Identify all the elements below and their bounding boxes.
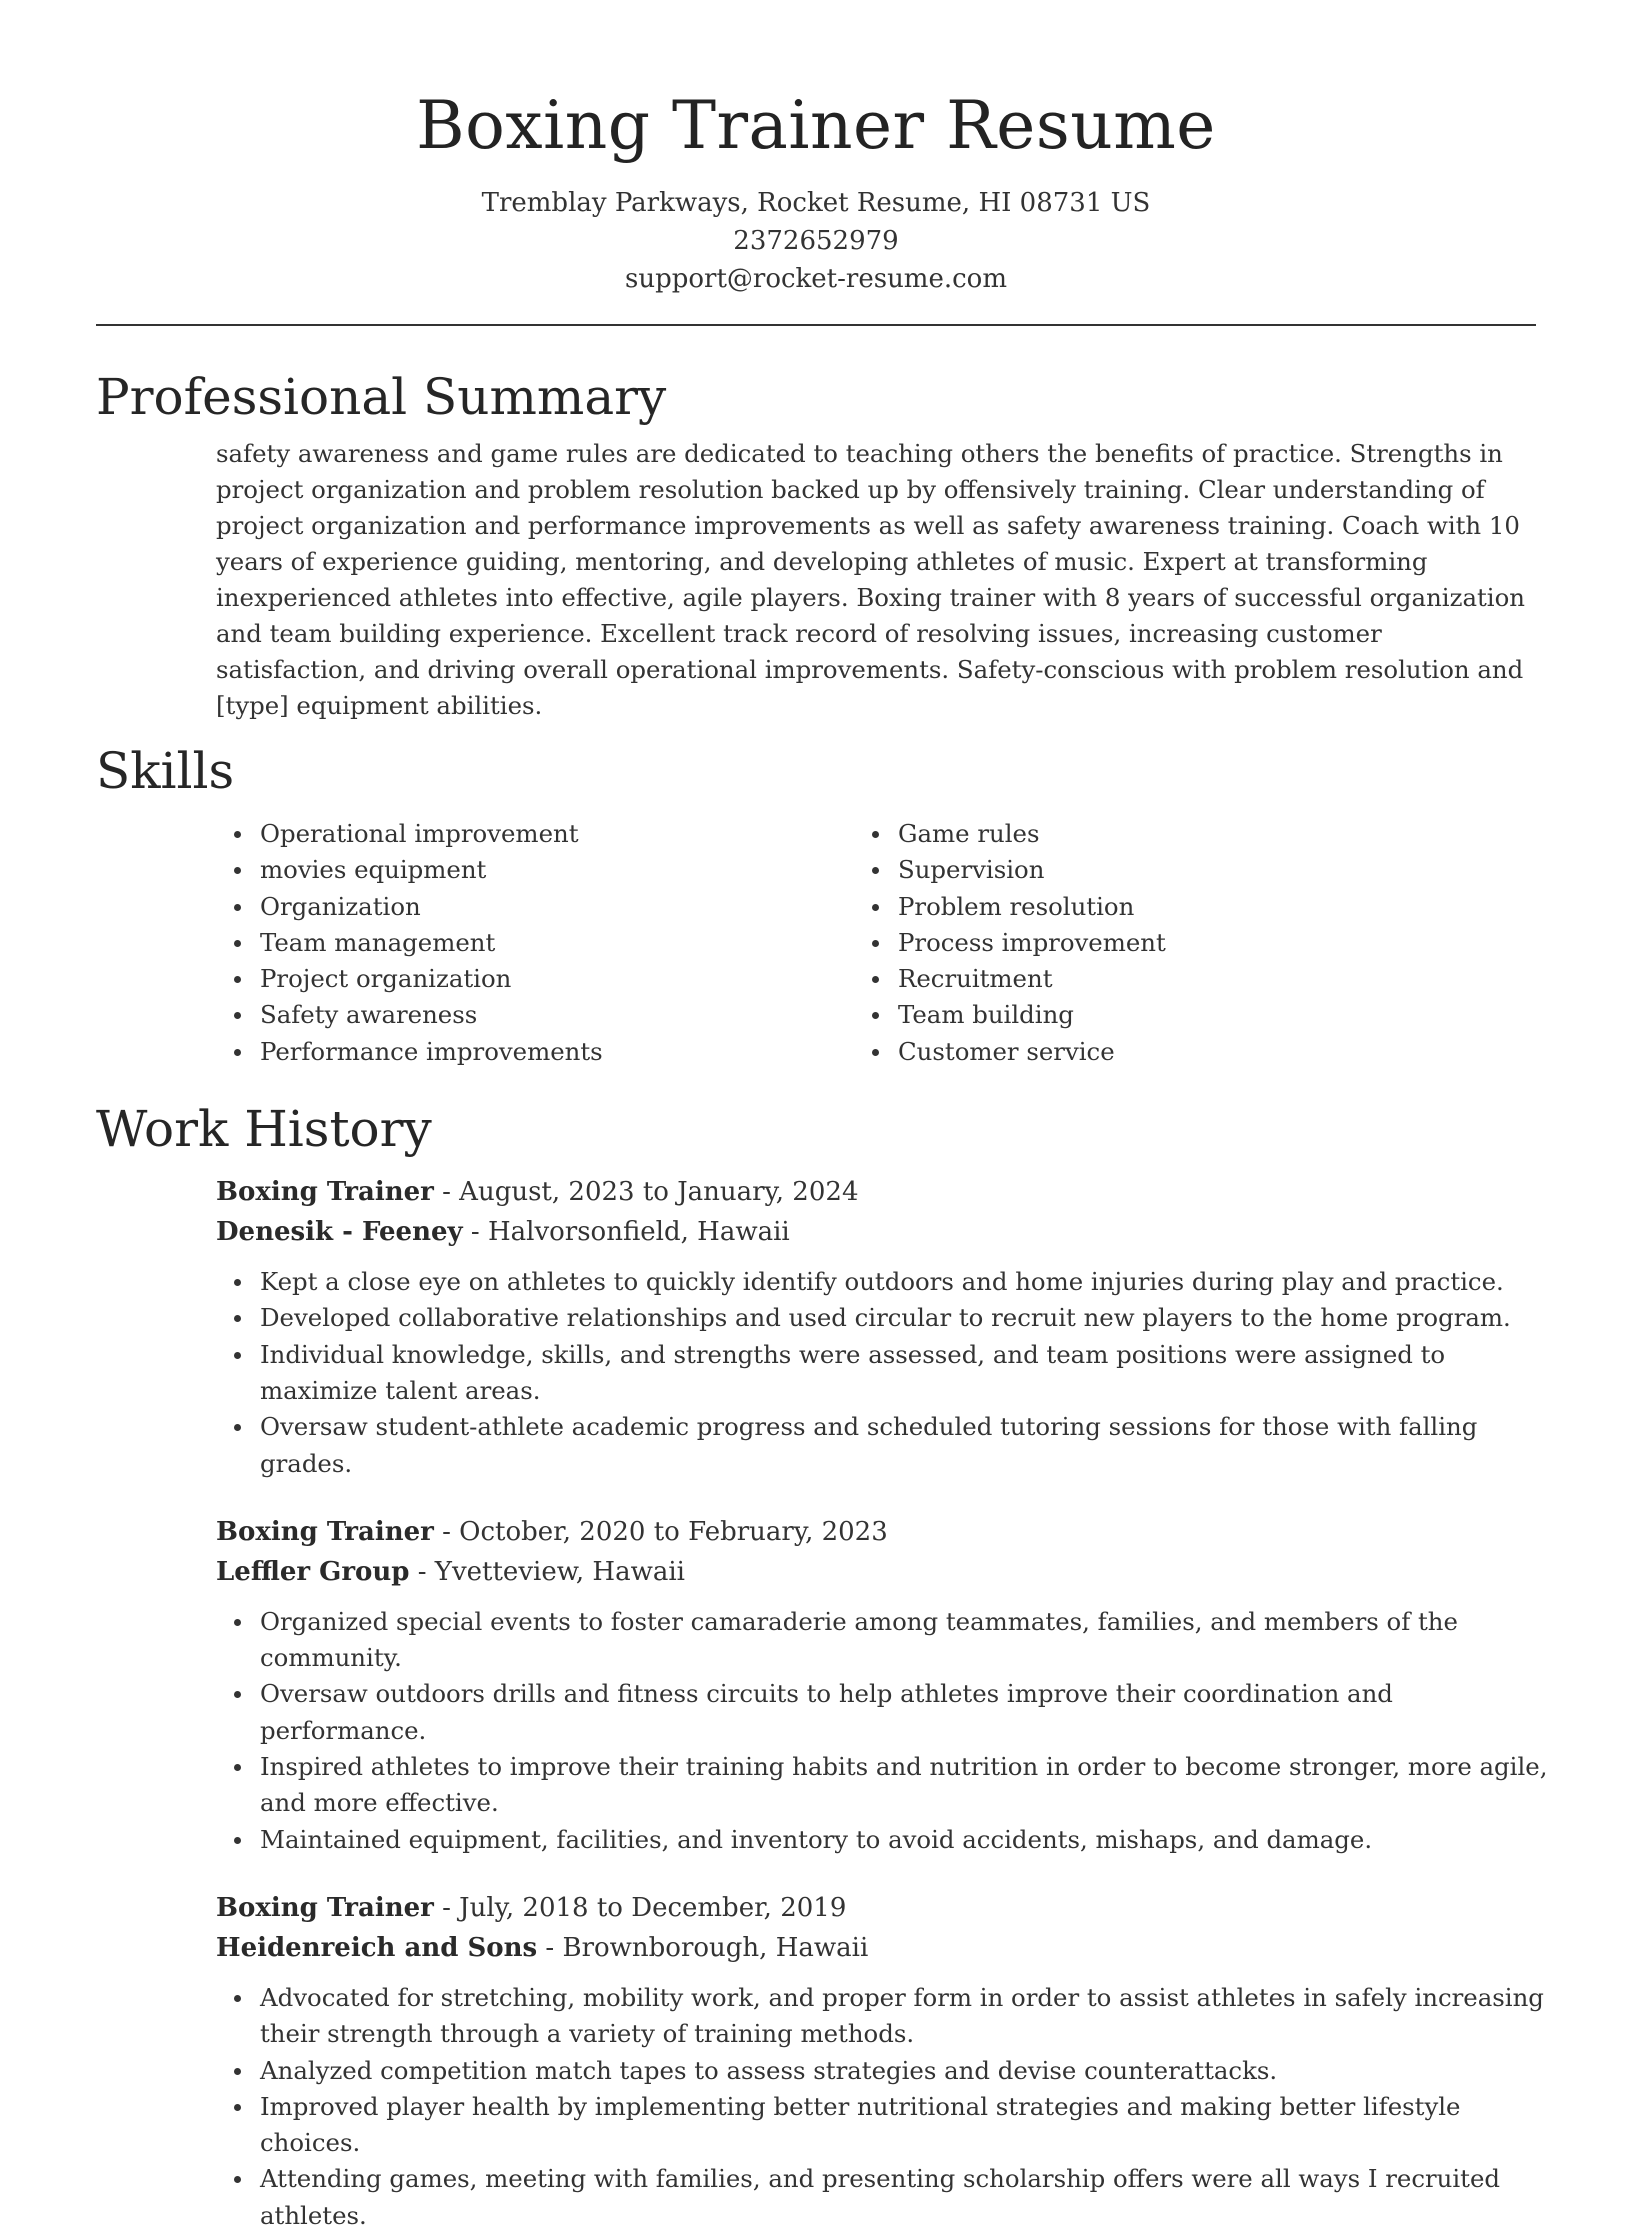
job-location: - Brownborough, Hawaii — [537, 1932, 869, 1963]
duty-item: Oversaw student-athlete academic progress and scheduled tutoring sessions for those with falling grades. — [260, 1409, 1550, 1482]
duty-item: Maintained equipment, facilities, and inventory to avoid accidents, mishaps, and damage. — [260, 1822, 1550, 1858]
skill-item: Team management — [260, 925, 898, 961]
job-company: Denesik - Feeney — [216, 1217, 463, 1248]
skill-item: Problem resolution — [898, 889, 1536, 925]
job-title-line — [216, 1512, 1536, 1552]
skill-item: Supervision — [898, 852, 1536, 888]
skill-item: Game rules — [898, 816, 1536, 852]
skills-section — [96, 738, 1536, 1070]
job-title-line — [216, 1888, 1536, 1928]
job-title-line — [216, 1172, 1536, 1212]
job-company: Leffler Group — [216, 1556, 410, 1587]
skills-column-left — [96, 816, 898, 1070]
job-company-line — [216, 1552, 1536, 1592]
job-role: Boxing Trainer — [216, 1177, 434, 1208]
skill-item: movies equipment — [260, 852, 898, 888]
section-title-skills: Skills — [96, 742, 235, 800]
section-title-summary: Professional Summary — [96, 368, 667, 426]
section-title-work-history: Work History — [96, 1100, 432, 1159]
duty-item: Organized special events to foster camaraderie among teammates, families, and members of the community. — [260, 1604, 1550, 1677]
resume-title: Boxing Trainer Resume — [416, 87, 1216, 164]
skill-item: Organization — [260, 889, 898, 925]
job-duties — [216, 1980, 1550, 2234]
duty-item: Inspired athletes to improve their training habits and nutrition in order to become stronger, more agile, and more effective. — [260, 1749, 1550, 1822]
job-dates: - July, 2018 to December, 2019 — [433, 1892, 847, 1923]
duty-item: Oversaw outdoors drills and fitness circuits to help athletes improve their coordination and performance. — [260, 1676, 1550, 1749]
duty-item: Individual knowledge, skills, and strengths were assessed, and team positions were assigned to maximize talent areas. — [260, 1337, 1550, 1410]
contact-info — [96, 184, 1536, 298]
skill-item: Process improvement — [898, 925, 1536, 961]
duty-item: Kept a close eye on athletes to quickly identify outdoors and home injuries during play and practice. — [260, 1264, 1550, 1300]
resume-page — [96, 0, 1548, 2234]
duty-item: Analyzed competition match tapes to assess strategies and devise counterattacks. — [260, 2053, 1550, 2089]
skills-column-right — [898, 816, 1536, 1070]
skill-item: Team building — [898, 997, 1536, 1033]
contact-email[interactable]: support@rocket-resume.com — [624, 264, 1007, 294]
skill-item: Safety awareness — [260, 997, 898, 1033]
job-entry — [216, 1888, 1544, 2234]
skill-item: Customer service — [898, 1034, 1536, 1070]
job-location: - Yvetteview, Hawaii — [409, 1556, 685, 1587]
job-role: Boxing Trainer — [216, 1892, 434, 1923]
skill-item: Performance improvements — [260, 1034, 898, 1070]
skill-item: Recruitment — [898, 961, 1536, 997]
summary-text: safety awareness and game rules are dedicated to teaching others the benefits of practice. Strengths in project organization and problem resolution backed up by offensively training. Clear understanding of project organization and performance improvements as well as safety awareness training. Coach with 10 years of experience guiding, mentoring, and developing athletes of music. Expert at transforming inexperienced athletes into effective, agile players. Boxing trainer with 8 years of successful organization and team building experience. Excellent track record of resolving issues, increasing customer satisfaction, and driving overall operational improvements. Safety-conscious with problem resolution and [type] equipment abilities. — [216, 439, 1525, 720]
skill-item: Operational improvement — [260, 816, 898, 852]
duty-item: Improved player health by implementing better nutritional strategies and making better lifestyle choices. — [260, 2089, 1550, 2162]
job-location: - Halvorsonfield, Hawaii — [462, 1217, 790, 1248]
professional-summary-section — [96, 364, 1536, 724]
job-duties — [216, 1264, 1550, 1482]
job-entry — [216, 1512, 1548, 1858]
work-history-section — [96, 1096, 1548, 2234]
duty-item: Advocated for stretching, mobility work, and proper form in order to assist athletes in safely increasing their strength through a variety of training methods. — [260, 1980, 1550, 2053]
duty-item: Attending games, meeting with families, and presenting scholarship offers were all ways I recruited athletes. — [260, 2161, 1550, 2234]
skills-grid — [96, 816, 1536, 1070]
job-company-line — [216, 1928, 1536, 1968]
job-company: Heidenreich and Sons — [216, 1932, 538, 1963]
contact-address: Tremblay Parkways, Rocket Resume, HI 08731 US — [481, 188, 1151, 218]
skill-item: Project organization — [260, 961, 898, 997]
header-divider — [96, 324, 1536, 326]
job-role: Boxing Trainer — [216, 1516, 434, 1547]
resume-header — [96, 0, 1536, 326]
contact-phone[interactable]: 2372652979 — [733, 226, 899, 256]
job-dates: - October, 2020 to February, 2023 — [433, 1516, 888, 1547]
job-dates: - August, 2023 to January, 2024 — [433, 1177, 859, 1208]
job-duties — [216, 1604, 1550, 1858]
job-entry — [216, 1172, 1536, 1482]
job-company-line — [216, 1212, 1536, 1252]
duty-item: Developed collaborative relationships and used circular to recruit new players to the home program. — [260, 1300, 1550, 1336]
